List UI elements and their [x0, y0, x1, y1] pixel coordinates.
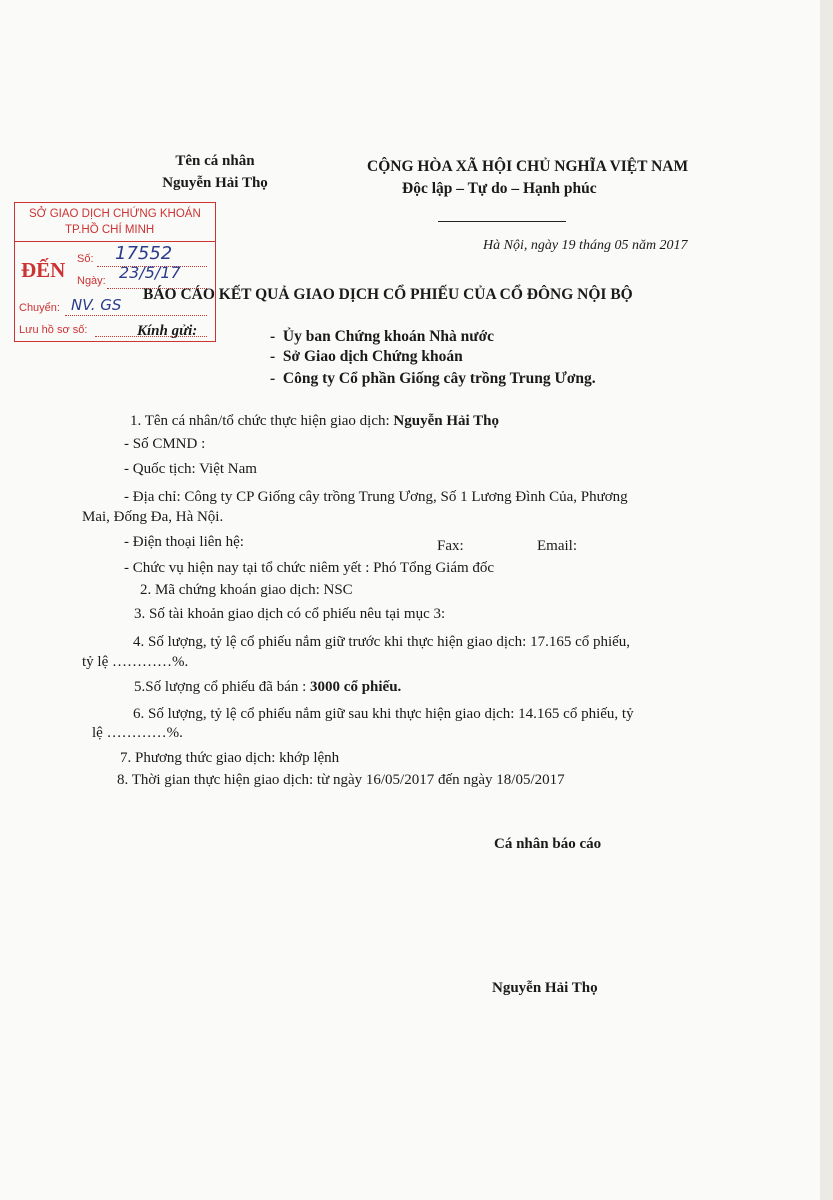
document-date: Hà Nội, ngày 19 tháng 05 năm 2017 — [483, 238, 688, 253]
sender-label: Tên cá nhân — [175, 153, 255, 169]
signature-name: Nguyễn Hải Thọ — [492, 980, 598, 996]
page-edge-shadow — [820, 0, 833, 1200]
received-stamp — [14, 202, 216, 342]
stamp-chuyen-line — [65, 315, 207, 316]
item-7: 7. Phương thức giao dịch: khớp lệnh — [120, 750, 340, 766]
item-1 — [130, 413, 499, 430]
item-6-line1: 6. Số lượng, tỷ lệ cổ phiếu nắm giữ sau khi thực hiện giao dịch: 14.165 cổ phiếu, tỷ — [133, 706, 634, 722]
recipient-item: - Công ty Cổ phần Giống cây trồng Trung Ương. — [270, 370, 596, 387]
item-1-label: 1. Tên cá nhân/tổ chức thực hiện giao dịch: — [130, 413, 394, 429]
recipient-2: Sở Giao dịch Chứng khoán — [282, 348, 463, 365]
item-dien-thoai: - Điện thoại liên hệ: — [124, 534, 244, 550]
item-3: 3. Số tài khoản giao dịch có cổ phiếu nêu tại mục 3: — [134, 606, 446, 622]
stamp-so-handwritten: 17552 — [115, 243, 173, 264]
recipient-3: Công ty Cổ phần Giống cây trồng Trung Ương. — [282, 370, 596, 387]
item-quoc-tich: - Quốc tịch: Việt Nam — [124, 461, 257, 477]
item-6-line2: lệ …………%. — [92, 725, 183, 741]
item-5-label: 5.Số lượng cổ phiếu đã bán : — [134, 679, 311, 695]
item-4-line1: 4. Số lượng, tỷ lệ cổ phiếu nắm giữ trước khi thực hiện giao dịch: 17.165 cổ phiếu, — [133, 634, 631, 650]
sender-name: Nguyễn Hải Thọ — [162, 175, 268, 191]
item-4-line2: tỷ lệ …………%. — [82, 654, 189, 670]
item-dia-chi-line2: Mai, Đống Đa, Hà Nội. — [82, 509, 224, 525]
item-chuc-vu: - Chức vụ hiện nay tại tổ chức niêm yết : Phó Tổng Giám đốc — [124, 560, 495, 576]
item-5 — [134, 679, 401, 696]
item-2: 2. Mã chứng khoán giao dịch: NSC — [140, 582, 353, 598]
stamp-org-line2: TP.HỒ CHÍ MINH — [65, 224, 155, 236]
stamp-chuyen-handwritten: NV. GS — [71, 296, 122, 314]
kinh-gui: Kính gửi: — [137, 323, 198, 339]
stamp-ngay-label: Ngày: — [77, 275, 106, 287]
stamp-ngay-handwritten: 23/5/17 — [119, 263, 181, 282]
stamp-luu-label: Lưu hồ sơ số: — [19, 324, 88, 336]
item-email: Email: — [537, 538, 577, 554]
stamp-so-label: Số: — [77, 253, 94, 265]
stamp-den: ĐẾN — [21, 258, 66, 282]
item-fax: Fax: — [437, 538, 464, 554]
report-title: BÁO CÁO KẾT QUẢ GIAO DỊCH CỔ PHIẾU CỦA CỔ ĐÔNG NỘI BỘ — [143, 286, 633, 303]
stamp-org-line1: SỞ GIAO DỊCH CHỨNG KHOÁN — [29, 208, 201, 220]
item-1-value: Nguyễn Hải Thọ — [393, 413, 499, 429]
recipient-item: - Ủy ban Chứng khoán Nhà nước — [270, 328, 495, 345]
header-underline — [438, 221, 566, 222]
item-5-value: 3000 cổ phiếu. — [310, 679, 402, 695]
item-8: 8. Thời gian thực hiện giao dịch: từ ngày 16/05/2017 đến ngày 18/05/2017 — [117, 772, 565, 788]
recipient-item: - Sở Giao dịch Chứng khoán — [270, 348, 463, 365]
stamp-chuyen-label: Chuyển: — [19, 302, 60, 314]
signature-title: Cá nhân báo cáo — [494, 836, 602, 852]
recipient-1: Ủy ban Chứng khoán Nhà nước — [282, 328, 495, 345]
national-title: CỘNG HÒA XÃ HỘI CHỦ NGHĨA VIỆT NAM — [367, 158, 689, 175]
national-motto: Độc lập – Tự do – Hạnh phúc — [402, 180, 597, 197]
stamp-divider — [15, 241, 215, 242]
item-dia-chi-line1: - Địa chỉ: Công ty CP Giống cây trồng Trung Ương, Số 1 Lương Đình Của, Phương — [124, 489, 628, 505]
item-cmnd: - Số CMND : — [124, 436, 206, 452]
